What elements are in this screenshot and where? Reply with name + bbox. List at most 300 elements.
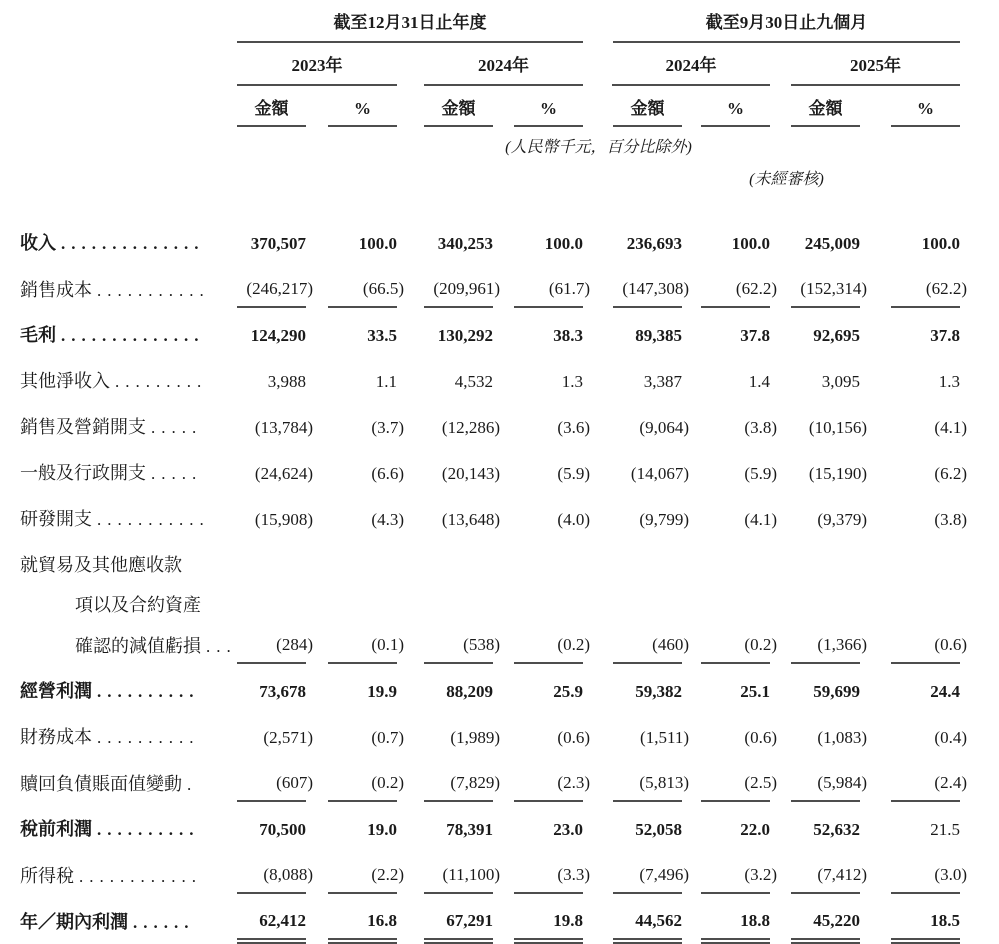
cell-value: [306, 508, 404, 537]
cell-value: [682, 324, 770, 353]
dot-leader: .: [187, 775, 198, 794]
value-text: 1.3: [938, 372, 960, 391]
cell-value: [306, 277, 404, 308]
cell-value: [583, 863, 689, 894]
amount-header: [237, 98, 306, 127]
cell-value: [682, 909, 770, 940]
income-statement-table: [20, 231, 967, 940]
year-col-2024: [397, 55, 583, 86]
cell-value: [237, 416, 313, 445]
percent-header-label: %: [540, 99, 557, 118]
cell-value: [860, 232, 960, 261]
cell-value: [860, 633, 967, 664]
cell-value: [493, 232, 583, 261]
row-label-text: 毛利: [20, 325, 56, 345]
cell-value: [493, 416, 590, 445]
value-text: (4.0): [557, 510, 590, 529]
value-text: (20,143): [441, 464, 500, 483]
cell-value: [770, 277, 867, 308]
value-text: 59,382: [635, 682, 682, 701]
row-label: [20, 461, 237, 491]
amount-header-label: 金額: [808, 99, 843, 118]
cell-value: [770, 680, 860, 709]
value-text: (15,908): [254, 510, 313, 529]
table-row: [20, 415, 967, 445]
cell-value: [237, 726, 313, 755]
cell-value: [860, 462, 967, 491]
cell-value: [682, 633, 777, 664]
value-text: (3.8): [934, 510, 967, 529]
percent-header-label: %: [727, 99, 744, 118]
cell-value: [493, 277, 590, 308]
cell-value: [397, 680, 493, 709]
cell-value: [583, 462, 689, 491]
value-text: (1,511): [640, 728, 689, 747]
cell-value: [397, 508, 500, 537]
value-text: 37.8: [930, 326, 960, 345]
row-label-text: 財務成本: [20, 727, 92, 747]
cell-value: [306, 232, 397, 261]
value-text: 70,500: [259, 820, 306, 839]
value-text: 37.8: [740, 326, 770, 345]
value-text: (0.2): [744, 635, 777, 654]
value-text: (246,217): [246, 279, 313, 298]
value-text: 370,507: [250, 234, 306, 253]
cell-value: [306, 909, 397, 940]
percent-header: [306, 98, 397, 127]
value-text: 236,693: [626, 234, 682, 253]
year-col-2023: [237, 55, 397, 86]
value-text: (12,286): [441, 418, 500, 437]
percent-header: [493, 98, 583, 127]
value-text: (2,571): [263, 728, 313, 747]
value-text: (0.6): [557, 728, 590, 747]
cell-value: [860, 771, 967, 802]
cell-value: [770, 909, 860, 940]
cell-value: [237, 909, 306, 940]
table-row-label-line: [20, 593, 962, 622]
cell-value: [860, 277, 967, 308]
value-text: (0.2): [371, 773, 404, 792]
period-group-year-ended: [237, 12, 583, 43]
value-text: (10,156): [808, 418, 867, 437]
value-text: 59,699: [813, 682, 860, 701]
unaudited-note-text: (未經審核): [749, 171, 824, 188]
value-text: (209,961): [433, 279, 500, 298]
value-text: 1.4: [748, 372, 770, 391]
cell-value: [583, 508, 689, 537]
value-text: 24.4: [930, 682, 960, 701]
value-text: (4.3): [371, 510, 404, 529]
cell-value: [493, 370, 583, 399]
value-text: 73,678: [259, 682, 306, 701]
cell-value: [493, 462, 590, 491]
cell-value: [583, 416, 689, 445]
row-label-text: 所得稅: [20, 866, 74, 886]
cell-value: [397, 726, 500, 755]
row-label: [20, 772, 237, 802]
row-label: [20, 864, 237, 894]
cell-value: [860, 726, 967, 755]
dot-leader: ...: [206, 637, 237, 656]
cell-value: [682, 818, 770, 847]
value-text: (6.6): [371, 464, 404, 483]
row-label-text: 就貿易及其他應收款: [20, 555, 182, 575]
value-text: (152,314): [800, 279, 867, 298]
row-label: [20, 231, 237, 261]
value-text: 52,058: [635, 820, 682, 839]
row-label: [20, 634, 237, 664]
value-text: (7,496): [639, 865, 689, 884]
cell-value: [583, 909, 682, 940]
row-label: [20, 679, 237, 709]
row-label: [20, 323, 237, 353]
value-text: (4.1): [744, 510, 777, 529]
value-text: (0.1): [371, 635, 404, 654]
cell-value: [237, 863, 313, 894]
header-spacer: [20, 81, 237, 86]
cell-value: [306, 863, 404, 894]
cell-value: [306, 633, 404, 664]
value-text: 18.8: [740, 911, 770, 930]
cell-value: [397, 370, 493, 399]
cell-value: [860, 818, 960, 847]
cell-value: [682, 863, 777, 894]
amount-header: [770, 98, 860, 127]
cell-value: [583, 726, 689, 755]
value-text: (2.4): [934, 773, 967, 792]
value-text: 89,385: [635, 326, 682, 345]
cell-value: [583, 680, 682, 709]
cell-value: [682, 726, 777, 755]
value-text: (62.2): [925, 279, 967, 298]
table-row: [20, 461, 967, 491]
value-text: 1.1: [375, 372, 397, 391]
amount-header-label: 金額: [630, 99, 665, 118]
value-text: 100.0: [921, 234, 960, 253]
value-text: 124,290: [250, 326, 306, 345]
value-text: 33.5: [367, 326, 397, 345]
value-text: (66.5): [362, 279, 404, 298]
value-text: 25.1: [740, 682, 770, 701]
value-text: (3.0): [934, 865, 967, 884]
cell-value: [237, 508, 313, 537]
cell-value: [583, 633, 689, 664]
cell-value: [860, 680, 960, 709]
header-measure-row: [20, 98, 962, 127]
dot-leader: ............: [79, 867, 202, 886]
cell-value: [397, 633, 500, 664]
row-label-text: 確認的減值虧損: [75, 636, 201, 656]
row-label-text: 年／期內利潤: [20, 912, 128, 932]
table-row: [20, 277, 967, 308]
table-row: [20, 231, 962, 261]
dot-leader: ..............: [61, 234, 205, 253]
value-text: 19.9: [367, 682, 397, 701]
cell-value: [237, 818, 306, 847]
value-text: (7,829): [450, 773, 500, 792]
value-text: (13,648): [441, 510, 500, 529]
value-text: 21.5: [930, 820, 960, 839]
value-text: (3.3): [557, 865, 590, 884]
cell-value: [860, 324, 960, 353]
cell-value: [237, 277, 313, 308]
dot-leader: ..........: [97, 820, 200, 839]
cell-value: [770, 232, 860, 261]
cell-value: [306, 680, 397, 709]
value-text: (8,088): [263, 865, 313, 884]
cell-value: [493, 680, 583, 709]
dot-leader: ..........: [97, 728, 200, 747]
table-row: [20, 725, 967, 755]
cell-value: [493, 324, 583, 353]
value-text: 3,387: [643, 372, 682, 391]
cell-value: [860, 370, 960, 399]
value-text: (9,799): [639, 510, 689, 529]
value-text: (3.7): [371, 418, 404, 437]
value-text: 4,532: [454, 372, 493, 391]
value-text: 67,291: [446, 911, 493, 930]
value-text: 88,209: [446, 682, 493, 701]
header-spacer: [20, 186, 237, 191]
row-label-text: 項以及合約資產: [75, 595, 201, 615]
value-text: (3.2): [744, 865, 777, 884]
percent-header-label: %: [917, 99, 934, 118]
table-row: [20, 507, 967, 537]
row-label-text: 經營利潤: [20, 681, 92, 701]
value-text: (5.9): [557, 464, 590, 483]
value-text: (1,366): [817, 635, 867, 654]
cell-value: [682, 771, 777, 802]
cell-value: [397, 771, 500, 802]
row-label-text: 稅前利潤: [20, 819, 92, 839]
value-text: (11,100): [442, 865, 500, 884]
percent-header: [682, 98, 770, 127]
cell-value: [583, 370, 682, 399]
value-text: (13,784): [254, 418, 313, 437]
value-text: 100.0: [731, 234, 770, 253]
cell-value: [583, 818, 682, 847]
table-row: [20, 633, 967, 664]
cell-value: [682, 370, 770, 399]
cell-value: [770, 508, 867, 537]
value-text: (0.6): [744, 728, 777, 747]
value-text: (460): [652, 635, 689, 654]
value-text: (0.7): [371, 728, 404, 747]
header-spacer: [20, 38, 237, 43]
cell-value: [306, 370, 397, 399]
row-label: [20, 725, 237, 755]
year-col-9m2024: [583, 55, 770, 86]
value-text: (4.1): [934, 418, 967, 437]
value-text: (2.3): [557, 773, 590, 792]
row-label-text: 研發開支: [20, 509, 92, 529]
cell-value: [493, 771, 590, 802]
cell-value: [493, 508, 590, 537]
value-text: (5.9): [744, 464, 777, 483]
value-text: (15,190): [808, 464, 867, 483]
cell-value: [493, 909, 583, 940]
cell-value: [306, 324, 397, 353]
table-row: [20, 909, 962, 940]
cell-value: [770, 633, 867, 664]
value-text: (62.2): [735, 279, 777, 298]
cell-value: [237, 462, 313, 491]
value-text: (6.2): [934, 464, 967, 483]
amount-header-label: 金額: [254, 99, 289, 118]
cell-value: [583, 324, 682, 353]
cell-value: [397, 324, 493, 353]
cell-value: [237, 633, 313, 664]
cell-value: [770, 416, 867, 445]
header-group-row: [20, 12, 962, 43]
cell-value: [583, 771, 689, 802]
cell-value: [860, 909, 960, 940]
value-text: 25.9: [553, 682, 583, 701]
dot-leader: ..............: [61, 326, 205, 345]
value-text: 100.0: [358, 234, 397, 253]
cell-value: [306, 416, 404, 445]
table-row-label-line: [20, 553, 962, 582]
currency-note: [237, 137, 960, 159]
percent-header-label: %: [354, 99, 371, 118]
row-label: [20, 369, 237, 399]
currency-note-text: (人民幣千元，百分比除外): [505, 139, 692, 156]
period-group-title: 截至9月30日止九個月: [705, 13, 868, 32]
row-label-text: 贖回負債賬面值變動: [20, 774, 182, 794]
cell-value: [770, 818, 860, 847]
cell-value: [583, 232, 682, 261]
cell-value: [682, 416, 777, 445]
cell-value: [237, 370, 306, 399]
cell-value: [306, 462, 404, 491]
value-text: (2.2): [371, 865, 404, 884]
cell-value: [682, 508, 777, 537]
value-text: 45,220: [813, 911, 860, 930]
value-text: (0.2): [557, 635, 590, 654]
value-text: 340,253: [437, 234, 493, 253]
row-label: [20, 415, 237, 445]
cell-value: [306, 818, 397, 847]
cell-value: [237, 232, 306, 261]
value-text: 245,009: [804, 234, 860, 253]
value-text: 19.0: [367, 820, 397, 839]
cell-value: [770, 370, 860, 399]
year-label: 2024年: [612, 55, 770, 86]
currency-note-row: [20, 137, 962, 159]
cell-value: [237, 324, 306, 353]
cell-value: [770, 771, 867, 802]
value-text: (3.6): [557, 418, 590, 437]
cell-value: [682, 277, 777, 308]
value-text: 92,695: [813, 326, 860, 345]
header-year-row: [20, 55, 962, 86]
value-text: (1,083): [817, 728, 867, 747]
dot-leader: ...........: [97, 510, 210, 529]
value-text: (61.7): [548, 279, 590, 298]
value-text: (9,379): [817, 510, 867, 529]
table-row: [20, 771, 967, 802]
header-spacer: [20, 122, 237, 127]
value-text: (0.4): [934, 728, 967, 747]
value-text: 100.0: [544, 234, 583, 253]
cell-value: [306, 726, 404, 755]
table-row: [20, 679, 962, 709]
period-group-title: 截至12月31日止年度: [333, 13, 487, 32]
row-label-text: 其他淨收入: [20, 371, 110, 391]
header-spacer: [20, 154, 237, 159]
cell-value: [770, 324, 860, 353]
value-text: 78,391: [446, 820, 493, 839]
year-label: 2024年: [424, 55, 583, 86]
cell-value: [493, 863, 590, 894]
unaudited-note-row: [20, 169, 962, 191]
cell-value: [770, 726, 867, 755]
cell-value: [397, 462, 500, 491]
cell-value: [397, 277, 500, 308]
cell-value: [397, 232, 493, 261]
value-text: 18.5: [930, 911, 960, 930]
value-text: 52,632: [813, 820, 860, 839]
value-text: (147,308): [622, 279, 689, 298]
dot-leader: .........: [115, 372, 208, 391]
cell-value: [493, 633, 590, 664]
value-text: 19.8: [553, 911, 583, 930]
period-group-nine-months: [583, 12, 960, 43]
dot-leader: ..........: [97, 682, 200, 701]
row-label: [20, 553, 237, 582]
value-text: (24,624): [254, 464, 313, 483]
row-label: [20, 278, 237, 308]
cell-value: [682, 680, 770, 709]
cell-value: [397, 863, 500, 894]
cell-value: [583, 277, 689, 308]
cell-value: [860, 416, 967, 445]
amount-header: [397, 98, 493, 127]
cell-value: [397, 909, 493, 940]
year-label: 2025年: [791, 55, 960, 86]
cell-value: [493, 818, 583, 847]
cell-value: [397, 818, 493, 847]
value-text: 44,562: [635, 911, 682, 930]
row-label-text: 銷售及營銷開支: [20, 417, 146, 437]
dot-leader: ......: [133, 913, 195, 932]
value-text: 22.0: [740, 820, 770, 839]
row-label: [20, 593, 237, 622]
value-text: (284): [276, 635, 313, 654]
value-text: (1,989): [450, 728, 500, 747]
value-text: (3.8): [744, 418, 777, 437]
cell-value: [682, 232, 770, 261]
value-text: 23.0: [553, 820, 583, 839]
value-text: (5,813): [639, 773, 689, 792]
table-row: [20, 323, 962, 353]
unaudited-note: [583, 169, 960, 191]
row-label-text: 收入: [20, 233, 56, 253]
year-label: 2023年: [237, 55, 397, 86]
percent-header: [860, 98, 960, 127]
value-text: 3,988: [267, 372, 306, 391]
amount-header: [583, 98, 682, 127]
table-row: [20, 817, 962, 847]
value-text: 16.8: [367, 911, 397, 930]
amount-header-label: 金額: [441, 99, 476, 118]
cell-value: [397, 416, 500, 445]
period-group-rule: [613, 12, 960, 43]
value-text: (9,064): [639, 418, 689, 437]
value-text: (7,412): [817, 865, 867, 884]
value-text: 130,292: [437, 326, 493, 345]
